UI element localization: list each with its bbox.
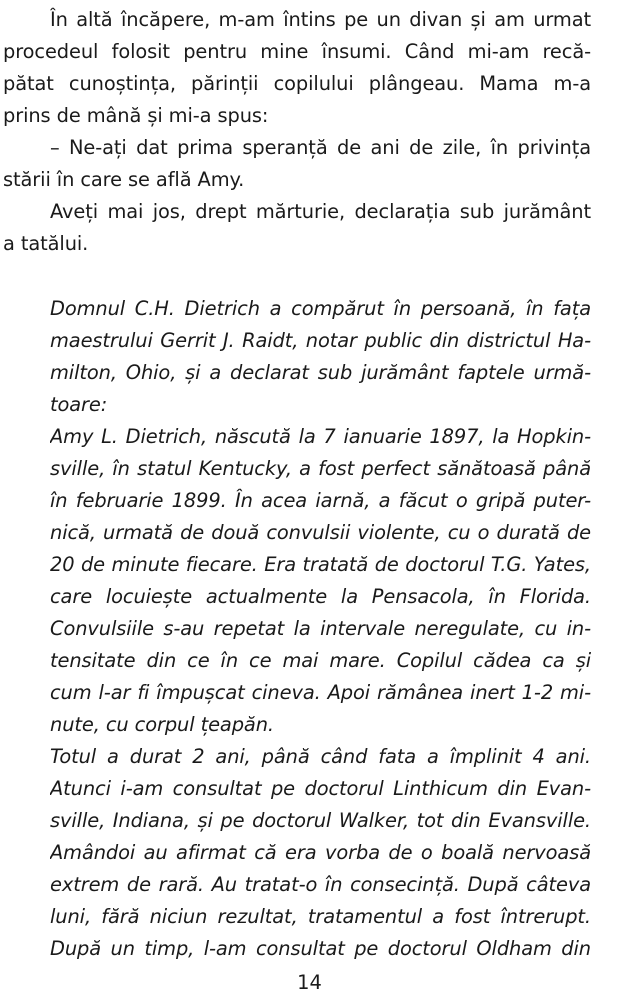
body-line-3: pătat cunoștința, părinții copilului plângeau. Mama m-a: [3, 72, 591, 95]
affidavit-line-17: sville, Indiana, și pe doctorul Walker, tot din Evansville.: [50, 809, 591, 832]
body-line-5: – Ne-ați dat prima speranță de ani de zile, în privința: [50, 136, 591, 159]
affidavit-line-20: luni, fără niciun rezultat, tratamentul a fost întrerupt.: [50, 905, 591, 928]
affidavit-line-5: Amy L. Dietrich, născută la 7 ianuarie 1897, la Hopkin-: [50, 425, 591, 448]
body-line-2: procedeul folosit pentru mine însumi. Când mi-am recă-: [3, 40, 591, 63]
affidavit-line-18: Amândoi au afirmat că era vorba de o boală nervoasă: [50, 841, 591, 864]
affidavit-line-15: Totul a durat 2 ani, până când fata a împlinit 4 ani.: [50, 745, 591, 768]
affidavit-line-8: nică, urmată de două convulsii violente, cu o durată de: [50, 521, 591, 544]
affidavit-line-13: cum l-ar fi împușcat cineva. Apoi rămânea inert 1-2 mi-: [50, 681, 591, 704]
affidavit-line-4: toare:: [50, 393, 108, 416]
affidavit-line-2: maestrului Gerrit J. Raidt, notar public din districtul Ha-: [50, 329, 591, 352]
affidavit-line-11: Convulsiile s-au repetat la intervale neregulate, cu in-: [50, 617, 591, 640]
affidavit-line-16: Atunci i-am consultat pe doctorul Linthicum din Evan-: [50, 777, 591, 800]
affidavit-line-3: milton, Ohio, și a declarat sub jurământ faptele urmă-: [50, 361, 591, 384]
affidavit-line-19: extrem de rară. Au tratat-o în consecință. După câteva: [50, 873, 591, 896]
affidavit-line-12: tensitate din ce în ce mai mare. Copilul cădea ca și: [50, 649, 591, 672]
affidavit-line-7: în februarie 1899. În acea iarnă, a făcut o gripă puter-: [50, 489, 591, 512]
affidavit-line-1: Domnul C.H. Dietrich a compărut în persoană, în fața: [50, 297, 591, 320]
body-line-6: stării în care se află Amy.: [3, 168, 245, 191]
page-number: 14: [297, 971, 322, 994]
body-line-7: Aveți mai jos, drept mărturie, declarația sub jurământ: [50, 200, 591, 223]
body-line-1: În altă încăpere, m-am întins pe un divan și am urmat: [50, 8, 591, 31]
affidavit-line-14: nute, cu corpul țeapăn.: [50, 713, 274, 736]
affidavit-line-21: După un timp, l-am consultat pe doctorul Oldham din: [50, 937, 591, 960]
affidavit-line-10: care locuiește actualmente la Pensacola, în Florida.: [50, 585, 591, 608]
affidavit-line-6: sville, în statul Kentucky, a fost perfect sănătoasă până: [50, 457, 591, 480]
body-line-4: prins de mână și mi-a spus:: [3, 104, 269, 127]
affidavit-line-9: 20 de minute fiecare. Era tratată de doctorul T.G. Yates,: [50, 553, 591, 576]
body-line-8: a tatălui.: [3, 232, 89, 255]
